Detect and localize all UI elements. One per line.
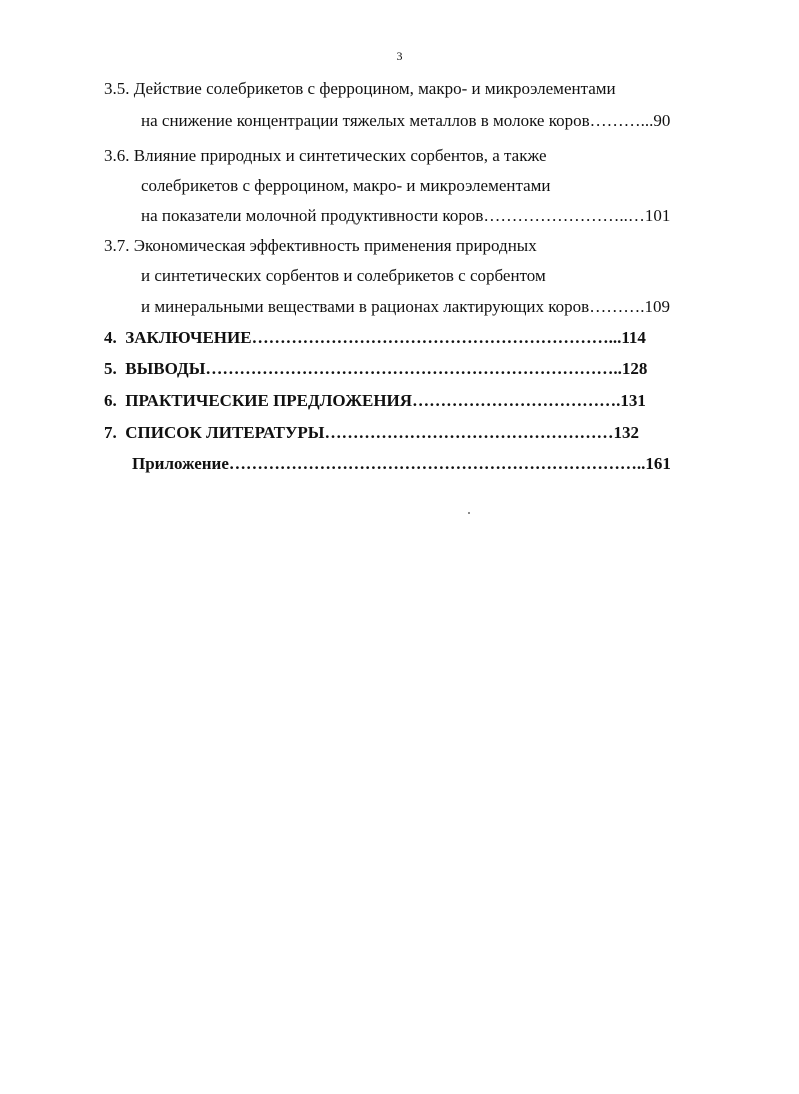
toc-chapter-7-num: 7. xyxy=(104,423,117,442)
toc-section-3-5-leader: ………... xyxy=(589,111,654,130)
toc-section-3-6-page: 101 xyxy=(644,206,671,225)
toc-section-3-5-line-1: 3.5. Действие солебрикетов с ферроцином, макро- и микроэлементами xyxy=(104,79,616,98)
toc-section-3-6-line-3-text: на показатели молочной продуктивности коров xyxy=(141,206,484,225)
toc-chapter-7-title: СПИСОК ЛИТЕРАТУРЫ xyxy=(125,423,325,442)
toc-section-3-7-line-1: 3.7. Экономическая эффективность применения природных xyxy=(104,236,537,255)
toc-appendix xyxy=(132,454,671,474)
toc-chapter-5-title: ВЫВОДЫ xyxy=(125,359,206,378)
toc-chapter-4-num: 4. xyxy=(104,328,117,347)
toc-chapter-7-page: 132 xyxy=(613,423,640,442)
toc-chapter-5-leader: ……………………………………………………………….. xyxy=(205,359,622,378)
scan-speck xyxy=(468,512,470,514)
toc-section-3-7-line-3-text: и минеральными веществами в рационах лактирующих коров xyxy=(141,297,590,316)
toc-section-3-6-leader: ……………………..… xyxy=(483,206,645,225)
toc-appendix-title: Приложение xyxy=(132,454,229,473)
toc-section-3-6-line-3 xyxy=(141,206,670,226)
toc-chapter-4-page: 114 xyxy=(621,328,646,347)
toc-appendix-page: 161 xyxy=(645,454,671,473)
toc-chapter-5 xyxy=(104,359,647,379)
toc-chapter-7 xyxy=(104,423,639,443)
toc-section-3-7-line-3 xyxy=(141,297,670,317)
toc-chapter-6-title: ПРАКТИЧЕСКИЕ ПРЕДЛОЖЕНИЯ xyxy=(125,391,413,410)
toc-chapter-4-leader: ………………………………………………………... xyxy=(251,328,622,347)
toc-chapter-6-page: 131 xyxy=(620,391,646,410)
toc-section-3-6-line-2: солебрикетов с ферроцином, макро- и микроэлементами xyxy=(141,176,551,195)
toc-section-3-5-page: 90 xyxy=(653,111,671,130)
toc-section-3-7-leader: ………. xyxy=(589,297,645,316)
toc-section-3-7-page: 109 xyxy=(644,297,670,316)
page-number: 3 xyxy=(396,49,403,63)
toc-chapter-6 xyxy=(104,391,646,411)
toc-chapter-6-leader: ………………………………. xyxy=(412,391,621,410)
toc-section-3-5-line-2-text: на снижение концентрации тяжелых металлов в молоке коров xyxy=(141,111,590,130)
toc-section-3-7-line-2: и синтетических сорбентов и солебрикетов с сорбентом xyxy=(141,266,546,285)
toc-chapter-7-leader: …………………………………………… xyxy=(324,423,614,442)
toc-section-3-6-line-1: 3.6. Влияние природных и синтетических сорбентов, а также xyxy=(104,146,547,165)
toc-section-3-5-line-2 xyxy=(141,111,670,131)
toc-chapter-5-page: 128 xyxy=(621,359,648,378)
toc-appendix-leader: ……………………………………………………………….. xyxy=(228,454,646,473)
toc-chapter-6-num: 6. xyxy=(104,391,117,410)
toc-chapter-5-num: 5. xyxy=(104,359,117,378)
toc-chapter-4 xyxy=(104,328,646,348)
toc-chapter-4-title: ЗАКЛЮЧЕНИЕ xyxy=(125,328,252,347)
